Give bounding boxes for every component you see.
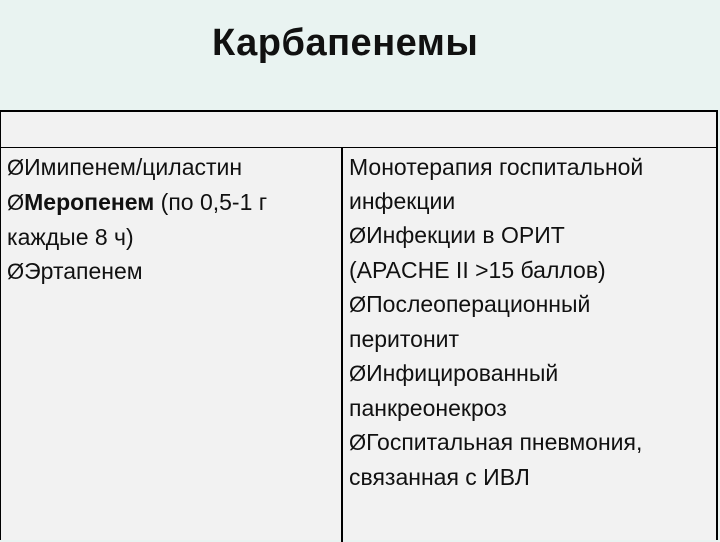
list-item-continuation: (APACHE II >15 баллов) <box>349 257 606 283</box>
drug-imipenem: Имипенем/циластин <box>24 154 243 180</box>
indication-pneumonia: Госпитальная пневмония, <box>366 429 643 455</box>
left-column <box>7 150 339 289</box>
indication-icu: Инфекции в ОРИТ <box>366 222 565 248</box>
list-item-continuation: панкреонекроз <box>349 395 507 421</box>
arrow-bullet-icon: Ø <box>349 223 367 248</box>
arrow-bullet-icon: Ø <box>7 259 25 284</box>
indication-pancreas: Инфицированный <box>366 360 559 386</box>
indication-heading-cont: инфекции <box>349 188 456 214</box>
list-item-continuation: связанная с ИВЛ <box>349 464 530 490</box>
list-item <box>349 218 717 253</box>
indication-postop: Послеоперационный <box>366 291 591 317</box>
list-item-continuation: перитонит <box>349 326 460 352</box>
drug-meropenem: Меропенем <box>24 189 155 215</box>
drug-ertapenem: Эртапенем <box>24 258 143 284</box>
list-item-continuation: каждые 8 ч) <box>7 224 134 250</box>
drug-meropenem-dose: (по 0,5-1 г <box>154 189 268 215</box>
indication-heading: Монотерапия госпитальной <box>349 154 644 180</box>
list-item <box>349 356 717 391</box>
title-area <box>0 0 720 110</box>
column-divider <box>341 148 343 542</box>
arrow-bullet-icon: Ø <box>349 430 367 455</box>
arrow-bullet-icon: Ø <box>7 155 25 180</box>
arrow-bullet-icon: Ø <box>349 292 367 317</box>
list-item <box>7 185 339 220</box>
arrow-bullet-icon: Ø <box>349 361 367 386</box>
arrow-bullet-icon: Ø <box>7 190 25 215</box>
table-header-row <box>1 112 716 148</box>
right-column <box>349 150 717 494</box>
slide-title: Карбапенемы <box>212 22 479 64</box>
list-item <box>349 287 717 322</box>
list-item <box>7 254 339 289</box>
content-table <box>0 110 718 540</box>
list-item <box>349 425 717 460</box>
list-item <box>7 150 339 185</box>
